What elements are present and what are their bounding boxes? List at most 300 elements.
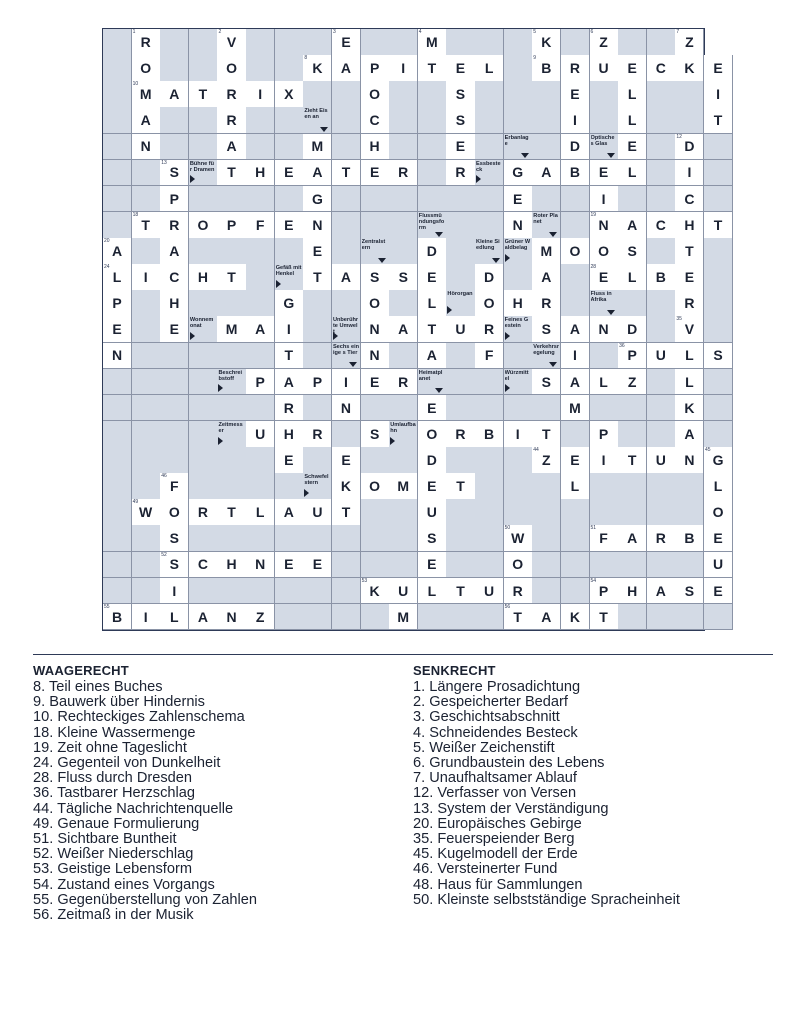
letter-cell	[675, 212, 704, 239]
letter-cell	[361, 316, 390, 343]
cell-letter: R	[398, 373, 409, 390]
letter-cell	[561, 134, 590, 161]
letter-cell	[446, 55, 475, 82]
across-clue: 56. Zeitmaß in der Musik	[33, 907, 194, 924]
blank-cell	[590, 473, 619, 500]
arrow-down-icon	[521, 153, 529, 158]
letter-cell	[303, 160, 332, 187]
letter-cell	[561, 395, 590, 422]
cell-letter: H	[283, 425, 294, 442]
letter-cell	[590, 525, 619, 552]
blank-cell	[418, 160, 447, 187]
letter-cell	[275, 160, 304, 187]
blank-cell	[361, 447, 390, 474]
letter-cell	[532, 421, 561, 448]
cell-letter: N	[369, 347, 380, 364]
blank-cell	[532, 107, 561, 134]
cell-letter: O	[426, 425, 438, 442]
cell-letter: R	[226, 112, 237, 129]
cell-letter: G	[512, 164, 524, 181]
blank-cell	[618, 604, 647, 631]
letter-cell	[361, 134, 390, 161]
blank-cell	[504, 395, 533, 422]
clue-cell	[332, 343, 361, 370]
letter-cell	[590, 238, 619, 265]
blank-cell	[647, 473, 676, 500]
blank-cell	[303, 29, 332, 56]
across-clue: 51. Sichtbare Buntheit	[33, 831, 177, 848]
cell-letter: A	[312, 164, 323, 181]
cell-letter: O	[369, 86, 381, 103]
letter-cell	[361, 160, 390, 187]
blank-cell	[532, 499, 561, 526]
blank-cell	[246, 525, 275, 552]
clue-text: Roter Planet	[533, 212, 558, 225]
letter-cell	[561, 473, 590, 500]
cell-letter: W	[511, 530, 525, 547]
clue-text: Sechs einige s Tier	[332, 343, 360, 356]
cell-letter: A	[340, 59, 352, 76]
letter-cell	[704, 447, 733, 474]
blank-cell	[590, 395, 619, 422]
letter-cell	[704, 107, 733, 134]
letter-cell	[132, 81, 161, 108]
letter-cell	[361, 421, 390, 448]
across-clue: 55. Gegenüberstellung von Zahlen	[33, 891, 257, 908]
cell-letter: P	[312, 373, 323, 390]
letter-cell	[275, 81, 304, 108]
cell-number: 18	[132, 211, 139, 218]
cell-letter: B	[484, 425, 495, 442]
blank-cell	[446, 264, 475, 291]
letter-cell	[303, 421, 332, 448]
letter-cell	[217, 29, 246, 56]
blank-cell	[618, 290, 647, 317]
letter-cell	[475, 421, 504, 448]
cell-letter: A	[541, 268, 552, 285]
letter-cell	[675, 369, 704, 396]
cell-letter: R	[312, 425, 323, 442]
blank-cell	[246, 290, 275, 317]
blank-cell	[532, 186, 561, 213]
letter-cell	[246, 552, 275, 579]
cell-letter: I	[143, 268, 148, 285]
blank-cell	[103, 473, 132, 500]
blank-cell	[561, 525, 590, 552]
cell-letter: O	[369, 295, 381, 312]
cell-letter: S	[427, 530, 437, 547]
blank-cell	[590, 552, 619, 579]
blank-cell	[103, 29, 132, 56]
cell-letter: L	[484, 59, 494, 76]
letter-cell	[532, 447, 561, 474]
clue-text: Optisches Glas	[590, 134, 615, 147]
letter-cell	[160, 604, 189, 631]
cell-letter: O	[226, 59, 237, 76]
letter-cell	[246, 499, 275, 526]
down-clue: 2. Gespeicherter Bedarf	[413, 694, 568, 711]
letter-cell	[217, 55, 246, 82]
letter-cell	[504, 525, 533, 552]
cell-letter: I	[573, 347, 577, 364]
clue-cell	[389, 421, 418, 448]
letter-cell	[389, 604, 418, 631]
letter-cell	[590, 55, 619, 82]
cell-letter: R	[398, 164, 409, 181]
letter-cell	[561, 81, 590, 108]
letter-cell	[561, 55, 590, 82]
cell-letter: X	[284, 86, 294, 103]
blank-cell	[160, 421, 189, 448]
cell-letter: M	[225, 321, 238, 338]
blank-cell	[647, 395, 676, 422]
blank-cell	[389, 134, 418, 161]
letter-cell	[704, 552, 733, 579]
cell-letter: D	[426, 242, 437, 259]
cell-letter: N	[140, 138, 151, 155]
letter-cell	[103, 604, 132, 631]
letter-cell	[132, 29, 161, 56]
blank-cell	[704, 604, 733, 631]
letter-cell	[275, 395, 304, 422]
cell-letter: O	[168, 504, 180, 521]
blank-cell	[446, 369, 475, 396]
arrow-right-icon	[505, 254, 510, 262]
cell-number: 8	[304, 55, 308, 62]
blank-cell	[389, 212, 418, 239]
cell-letter: E	[312, 242, 323, 259]
blank-cell	[275, 525, 304, 552]
cell-letter: A	[541, 608, 552, 625]
crossword-grid	[102, 28, 724, 631]
clue-cell	[446, 290, 475, 317]
cell-number: 1	[132, 29, 136, 35]
cell-number: 54	[590, 577, 597, 584]
letter-cell	[103, 316, 132, 343]
cell-number: 7	[676, 29, 680, 35]
blank-cell	[389, 107, 418, 134]
letter-cell	[590, 421, 619, 448]
blank-cell	[189, 134, 218, 161]
letter-cell	[618, 264, 647, 291]
across-clue: 9. Bauwerk über Hindernis	[33, 694, 205, 711]
blank-cell	[160, 369, 189, 396]
letter-cell	[532, 316, 561, 343]
cell-letter: N	[598, 321, 609, 338]
blank-cell	[561, 499, 590, 526]
cell-letter: C	[655, 59, 666, 76]
arrow-down-icon	[320, 127, 328, 132]
clue-text: Fluss in Afrika	[590, 291, 612, 304]
letter-cell	[160, 499, 189, 526]
blank-cell	[389, 81, 418, 108]
letter-cell	[704, 578, 733, 605]
letter-cell	[103, 343, 132, 370]
blank-cell	[332, 186, 361, 213]
clue-cell	[189, 160, 218, 187]
cell-letter: K	[312, 59, 323, 76]
letter-cell	[303, 134, 332, 161]
clue-cell	[275, 264, 304, 291]
cell-letter: N	[684, 451, 695, 468]
clue-text: Zieht Eisen an	[304, 108, 328, 121]
cell-letter: A	[398, 321, 409, 338]
cell-letter: L	[627, 268, 637, 285]
cell-letter: E	[513, 190, 523, 207]
letter-cell	[246, 212, 275, 239]
clue-text: Erbanlage	[504, 134, 529, 147]
letter-cell	[275, 447, 304, 474]
cell-letter: P	[169, 190, 179, 207]
cell-letter: R	[684, 295, 695, 312]
letter-cell	[418, 238, 447, 265]
letter-cell	[647, 525, 676, 552]
arrow-right-icon	[218, 437, 223, 445]
letter-cell	[675, 29, 704, 56]
blank-cell	[217, 473, 246, 500]
letter-cell	[332, 447, 361, 474]
blank-cell	[217, 525, 246, 552]
letter-cell	[675, 395, 704, 422]
letter-cell	[418, 499, 447, 526]
blank-cell	[246, 343, 275, 370]
cell-letter: F	[484, 347, 494, 364]
cell-letter: L	[570, 478, 580, 495]
cell-letter: I	[515, 425, 520, 442]
letter-cell	[532, 264, 561, 291]
blank-cell	[675, 604, 704, 631]
blank-cell	[561, 552, 590, 579]
blank-cell	[647, 604, 676, 631]
blank-cell	[132, 525, 161, 552]
blank-cell	[189, 186, 218, 213]
letter-cell	[647, 447, 676, 474]
cell-letter: A	[684, 425, 695, 442]
clue-cell	[217, 369, 246, 396]
blank-cell	[361, 395, 390, 422]
across-clue: 28. Fluss durch Dresden	[33, 770, 192, 787]
letter-cell	[332, 264, 361, 291]
clue-text: Unberührte Umwelt	[332, 317, 359, 336]
cell-letter: V	[226, 33, 237, 50]
blank-cell	[618, 473, 647, 500]
blank-cell	[189, 369, 218, 396]
clue-text: Zeitmesser	[218, 421, 243, 434]
blank-cell	[246, 447, 275, 474]
cell-letter: P	[255, 373, 265, 390]
letter-cell	[160, 264, 189, 291]
blank-cell	[389, 186, 418, 213]
letter-cell	[160, 290, 189, 317]
cell-letter: R	[569, 59, 580, 76]
blank-cell	[361, 29, 390, 56]
cell-letter: M	[397, 478, 410, 495]
letter-cell	[418, 264, 447, 291]
cell-letter: A	[627, 530, 638, 547]
blank-cell	[189, 55, 218, 82]
blank-cell	[418, 604, 447, 631]
cell-letter: N	[312, 216, 323, 233]
cell-letter: A	[169, 86, 180, 103]
clue-cell	[504, 238, 533, 265]
cell-number: 52	[161, 551, 167, 558]
blank-cell	[132, 473, 161, 500]
clue-cell	[418, 369, 447, 396]
blank-cell	[418, 107, 447, 134]
letter-cell	[332, 473, 361, 500]
letter-cell	[361, 290, 390, 317]
letter-cell	[361, 107, 390, 134]
blank-cell	[103, 186, 132, 213]
blank-cell	[132, 186, 161, 213]
blank-cell	[647, 160, 676, 187]
letter-cell	[675, 421, 704, 448]
letter-cell	[275, 290, 304, 317]
cell-letter: E	[427, 399, 437, 416]
cell-letter: C	[197, 556, 208, 573]
blank-cell	[160, 107, 189, 134]
letter-cell	[618, 316, 647, 343]
letter-cell	[446, 578, 475, 605]
cell-letter: N	[255, 556, 266, 573]
arrow-down-icon	[492, 258, 500, 263]
letter-cell	[389, 578, 418, 605]
blank-cell	[647, 29, 676, 56]
down-clue: 48. Haus für Sammlungen	[413, 876, 583, 893]
letter-cell	[418, 290, 447, 317]
blank-cell	[475, 29, 504, 56]
letter-cell	[590, 160, 619, 187]
cell-letter: L	[685, 373, 694, 390]
cell-letter: A	[340, 268, 352, 285]
clue-cell	[504, 369, 533, 396]
letter-cell	[446, 473, 475, 500]
cell-letter: G	[283, 295, 295, 312]
cell-letter: E	[627, 138, 637, 155]
cell-letter: O	[369, 478, 381, 495]
arrow-right-icon	[333, 332, 338, 340]
cell-letter: T	[341, 164, 351, 181]
blank-cell	[389, 29, 418, 56]
blank-cell	[132, 447, 161, 474]
letter-cell	[246, 604, 275, 631]
letter-cell	[446, 316, 475, 343]
cell-number: 46	[161, 473, 167, 480]
letter-cell	[217, 264, 246, 291]
cell-letter: C	[369, 112, 380, 129]
letter-cell	[160, 316, 189, 343]
letter-cell	[389, 316, 418, 343]
letter-cell	[361, 343, 390, 370]
letter-cell	[590, 604, 619, 631]
letter-cell	[675, 186, 704, 213]
letter-cell	[303, 55, 332, 82]
letter-cell	[618, 525, 647, 552]
blank-cell	[532, 473, 561, 500]
blank-cell	[647, 290, 676, 317]
cell-letter: T	[198, 86, 208, 103]
blank-cell	[217, 238, 246, 265]
letter-cell	[389, 473, 418, 500]
letter-cell	[132, 604, 161, 631]
letter-cell	[103, 238, 132, 265]
letter-cell	[275, 369, 304, 396]
blank-cell	[246, 55, 275, 82]
letter-cell	[675, 578, 704, 605]
blank-cell	[618, 421, 647, 448]
cell-letter: E	[284, 164, 294, 181]
blank-cell	[675, 107, 704, 134]
clue-text: Gefäß mit Henkel	[275, 265, 302, 278]
down-clue: 6. Grundbaustein des Lebens	[413, 755, 605, 772]
letter-cell	[675, 264, 704, 291]
blank-cell	[475, 134, 504, 161]
across-clue: 19. Zeit ohne Tageslicht	[33, 739, 187, 756]
letter-cell	[504, 604, 533, 631]
across-list	[33, 680, 257, 923]
cell-letter: S	[169, 530, 179, 547]
letter-cell	[303, 186, 332, 213]
cell-number: 44	[533, 447, 539, 454]
arrow-right-icon	[505, 332, 510, 340]
cell-letter: H	[369, 138, 380, 155]
letter-cell	[303, 264, 332, 291]
cell-number: 4	[418, 29, 422, 35]
letter-cell	[647, 578, 676, 605]
letter-cell	[361, 473, 390, 500]
across-clues	[33, 663, 257, 923]
clue-cell	[361, 238, 390, 265]
cell-letter: T	[313, 268, 322, 285]
blank-cell	[332, 290, 361, 317]
blank-cell	[675, 552, 704, 579]
arrow-right-icon	[390, 437, 395, 445]
blank-cell	[475, 525, 504, 552]
cell-number: 53	[361, 577, 368, 584]
cell-letter: R	[655, 530, 666, 547]
cell-letter: E	[713, 582, 723, 599]
cell-letter: D	[484, 268, 495, 285]
across-clue: 24. Gegenteil von Dunkelheit	[33, 755, 221, 772]
letter-cell	[675, 55, 704, 82]
letter-cell	[704, 212, 733, 239]
cell-letter: E	[284, 216, 294, 233]
blank-cell	[532, 395, 561, 422]
letter-cell	[418, 421, 447, 448]
blank-cell	[475, 499, 504, 526]
down-clue: 50. Kleinste selbstständige Spracheinheit	[413, 891, 680, 908]
arrow-down-icon	[607, 153, 615, 158]
cell-letter: T	[456, 582, 465, 599]
cell-letter: S	[455, 86, 466, 103]
cell-letter: K	[569, 608, 580, 625]
blank-cell	[561, 212, 590, 239]
blank-cell	[132, 552, 161, 579]
down-heading: SENKRECHT	[413, 663, 496, 678]
cell-letter: I	[143, 608, 148, 625]
blank-cell	[647, 134, 676, 161]
clue-cell	[475, 238, 504, 265]
cell-letter: P	[598, 425, 609, 442]
blank-cell	[217, 578, 246, 605]
cell-letter: U	[255, 425, 266, 442]
cell-letter: E	[713, 530, 723, 547]
letter-cell	[647, 343, 676, 370]
across-clue: 36. Tastbarer Herzschlag	[33, 785, 195, 802]
down-clue: 13. System der Verständigung	[413, 800, 609, 817]
across-clue: 54. Zustand eines Vorgangs	[33, 876, 215, 893]
divider	[33, 654, 773, 655]
